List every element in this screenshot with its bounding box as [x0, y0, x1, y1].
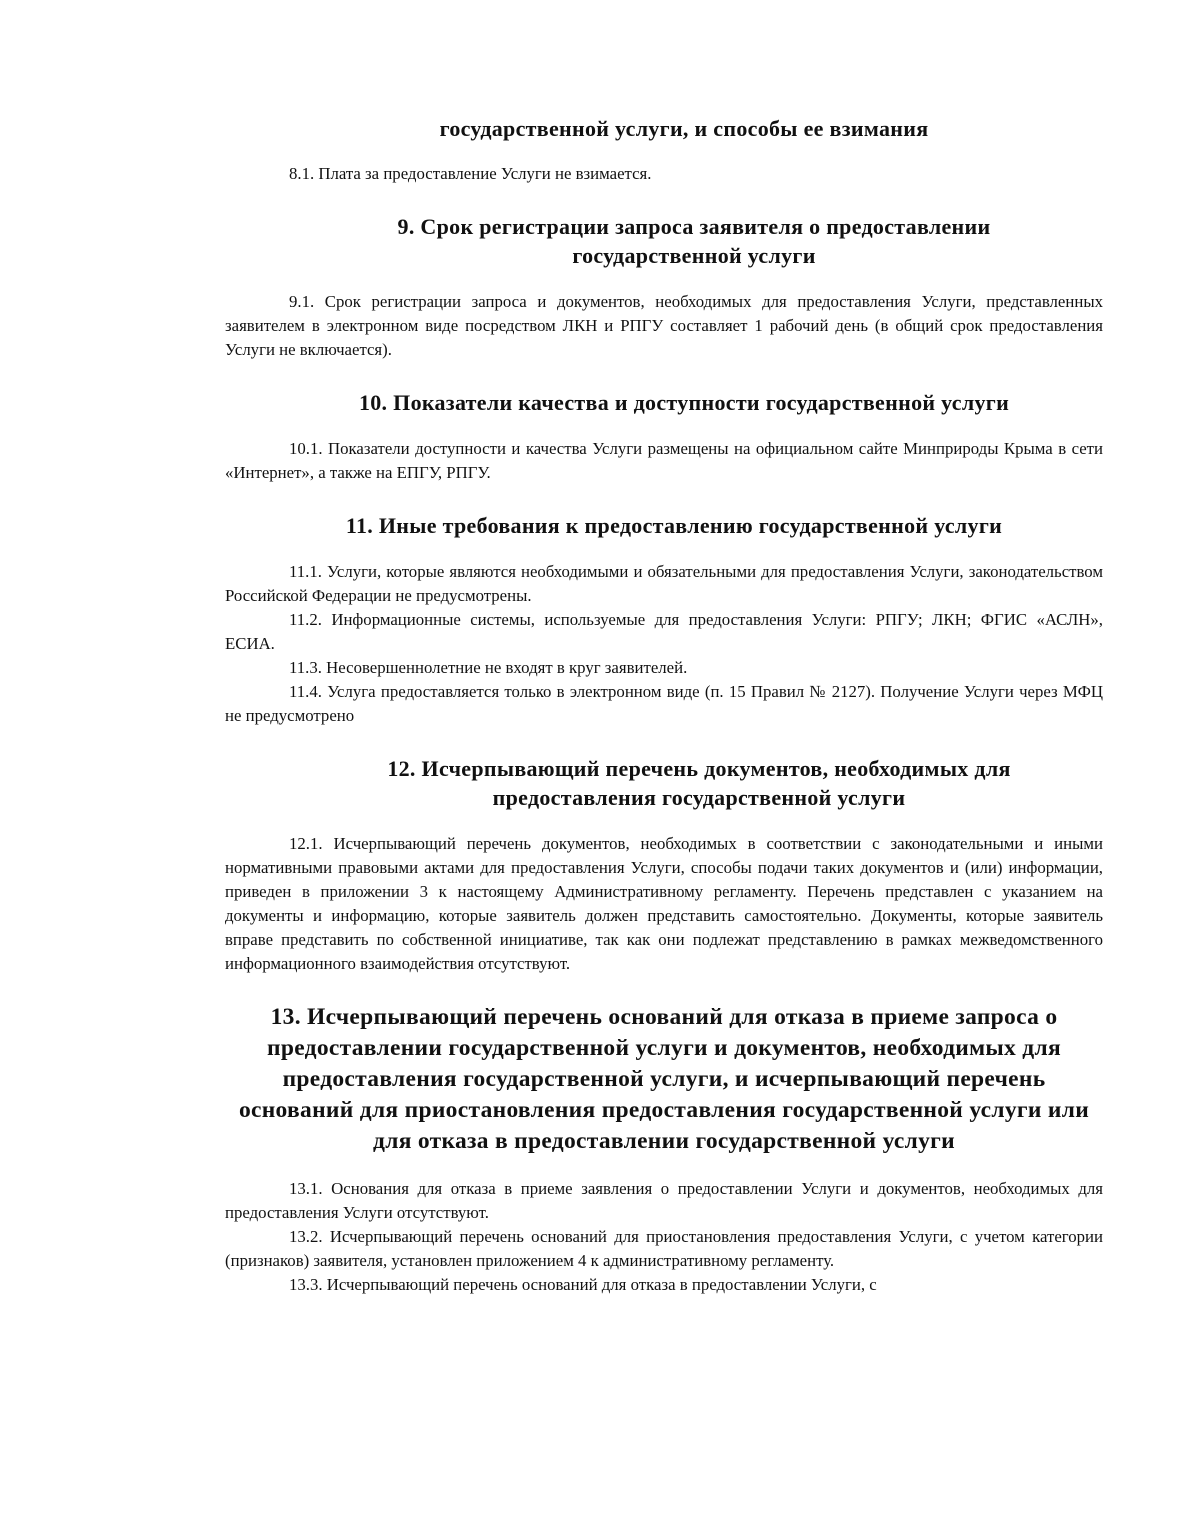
section-9-heading: 9. Срок регистрации запроса заявителя о предоставлении государственной услуги [397, 214, 991, 268]
section-12-heading: 12. Исчерпывающий перечень документов, необходимых для предоставления государственной услуги [387, 756, 1011, 810]
document-body [225, 114, 1103, 1297]
paragraph-11-2: 11.2. Информационные системы, используемые для предоставления Услуги: РПГУ; ЛКН; ФГИС «АСЛН», ЕСИА. [225, 610, 1103, 653]
section-10-heading: 10. Показатели качества и доступности государственной услуги [358, 390, 1010, 415]
section-11-heading: 11. Иные требования к предоставлению государственной услуги [345, 513, 1003, 538]
paragraph-10-1: 10.1. Показатели доступности и качества Услуги размещены на официальном сайте Минприроды Крыма в сети «Интернет», а также на ЕПГУ, РПГУ. [225, 439, 1103, 482]
paragraph-13-3: 13.3. Исчерпывающий перечень оснований для отказа в предоставлении Услуги, с [289, 1275, 877, 1294]
paragraph-8-1: 8.1. Плата за предоставление Услуги не взимается. [289, 164, 652, 183]
paragraph-13-2: 13.2. Исчерпывающий перечень оснований для приостановления предоставления Услуги, с учетом категории (признаков) заявителя, установлен приложением 4 к административному регламенту. [225, 1227, 1103, 1270]
paragraph-11-3: 11.3. Несовершеннолетние не входят в круг заявителей. [289, 658, 688, 677]
paragraph-11-4: 11.4. Услуга предоставляется только в электронном виде (п. 15 Правил № 2127). Получение Услуги через МФЦ не предусмотрено [225, 682, 1103, 725]
paragraph-11-1: 11.1. Услуги, которые являются необходимыми и обязательными для предоставления Услуги, законодательством Российской Федерации не предусмотрены. [225, 562, 1103, 605]
paragraph-12-1: 12.1. Исчерпывающий перечень документов, необходимых в соответствии с законодательными и иными нормативными правовыми актами для предоставления Услуги, способы подачи таких документов и (или) информации, приведен в приложении 3 к настоящему Административному регламенту. Перечень представлен с указанием на документы и информацию, которые заявитель должен представить самостоятельно. Документы, которые заявитель вправе представить по собственной инициативе, так как они подлежат представлению в рамках межведомственного информационного взаимодействия отсутствуют. [225, 834, 1103, 973]
paragraph-9-1: 9.1. Срок регистрации запроса и документов, необходимых для предоставления Услуги, представленных заявителем в электронном виде посредством ЛКН и РПГУ составляет 1 рабочий день (в общий срок предоставления Услуги не включается). [225, 292, 1103, 359]
section-8-heading-tail: государственной услуги, и способы ее взимания [439, 116, 929, 141]
section-13-heading: 13. Исчерпывающий перечень оснований для отказа в приеме запроса о предоставлении государственной услуги и документов, необходимых для предоставления государственной услуги, и исчерпывающий перечень оснований для приостановления предоставления государственной услуги или для отказа в предоставлении государственной услуги [238, 1004, 1090, 1154]
paragraph-13-1: 13.1. Основания для отказа в приеме заявления о предоставлении Услуги и документов, необходимых для предоставления Услуги отсутствуют. [225, 1179, 1103, 1222]
